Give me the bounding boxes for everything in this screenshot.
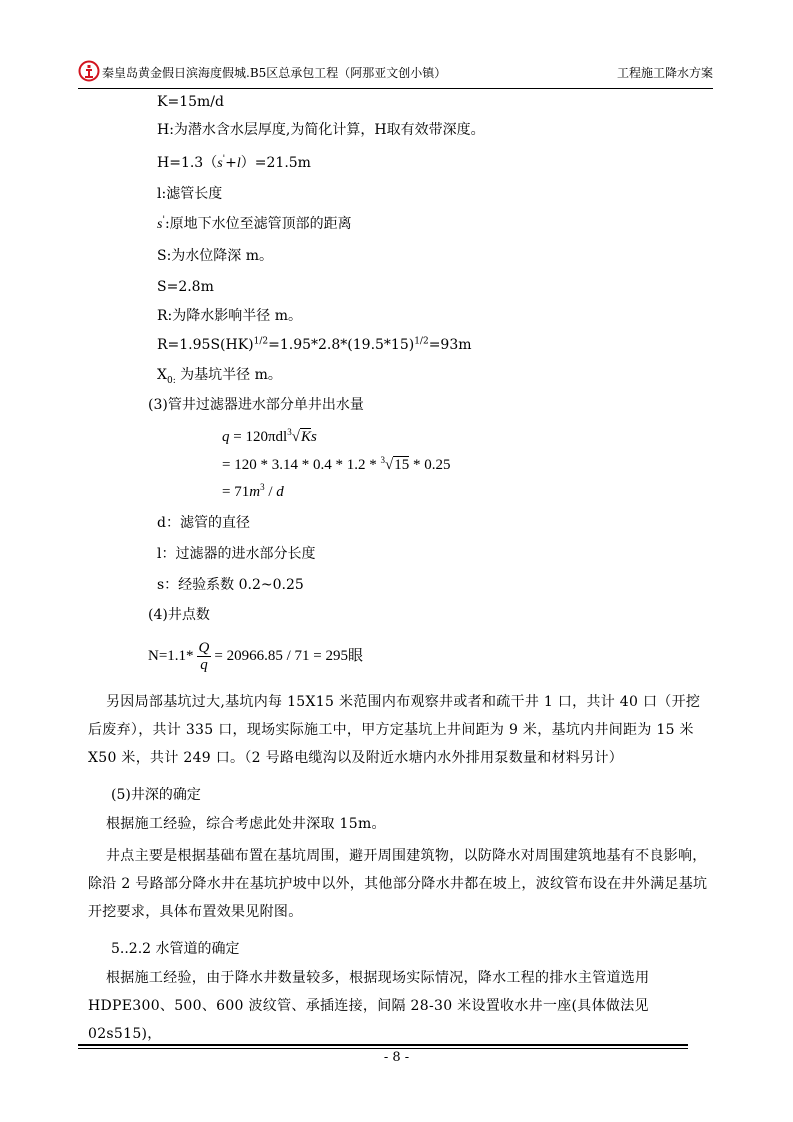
header-document-title: 工程施工降水方案 <box>616 66 713 80</box>
h-formula: H=1.3（s'+l）=21.5m <box>157 154 311 171</box>
paragraph-well-layout: 井点主要是根据基础布置在基坑周围，避开周围建筑物，以防降水对周围建筑地基有不良影响，除沿 2 号路部分降水井在基坑护坡中以外，其他部分降水井都在坡上，波纹管布设在井外满足基坑开挖要求，具体布置效果见附图。 <box>88 848 708 920</box>
section-522-title: 5..2.2 水管道的确定 <box>111 941 240 957</box>
section-4-title: (4)井点数 <box>148 607 210 623</box>
S-definition: S:为水位降深 m。 <box>157 248 274 264</box>
k-value-line: K=15m/d <box>157 94 224 110</box>
l-definition: l:滤管长度 <box>157 186 223 202</box>
R-definition: R:为降水影响半径 m。 <box>157 308 302 324</box>
S-value: S=2.8m <box>157 279 214 295</box>
x0-definition: $X_{0:}$ 为基坑半径 m。 <box>157 367 282 386</box>
yield-equation-line-2: = 120 * 3.14 * 0.4 * 1.2 * $^3$√15 * 0.25 <box>222 455 451 473</box>
section-5-title: (5)井深的确定 <box>111 787 201 803</box>
page-header <box>78 58 713 88</box>
page-number: - 8 - <box>383 1050 410 1065</box>
footer-divider-thin <box>78 1048 688 1049</box>
l2-definition: l：过滤器的进水部分长度 <box>157 546 316 562</box>
paragraph-well-depth: 根据施工经验，综合考虑此处井深取 15m。 <box>106 816 386 832</box>
header-divider <box>78 88 713 89</box>
section-3-title: (3)管井过滤器进水部分单井出水量 <box>148 397 364 413</box>
footer-divider <box>78 1044 688 1046</box>
q-ratio-fraction: $\frac{Q}{q}$ <box>198 640 210 674</box>
header-project-title: 秦皇岛黄金假日滨海度假城.B5区总承包工程（阿那亚文创小镇） <box>102 66 447 80</box>
yield-equation-line-1: q = 120πdl$^3$√Ks <box>222 427 317 445</box>
paragraph-observation-wells: 另因局部基坑过大,基坑内每 15X15 米范围内布观察井或者和疏干井 1 口，共计 40 口（开挖后废弃），共计 335 口，现场实际施工中，甲方定基坑上井间距为 9 米，基坑内井间距为 15 米 X50 米，共计 249 口。（2 号路电缆沟以及附近水塘内水外排用泵数量和材料另计） <box>88 694 701 766</box>
s2-definition: s：经验系数 0.2~0.25 <box>157 577 304 593</box>
R-formula: $R=1.95S(HK)^{1/2}=1.95*2.8*(19.5*15)^{1/2}=93m$ <box>157 336 472 353</box>
well-count-formula: N=1.1* $\frac{Q}{q}$ = 20966.85 / 71 = 295眼 <box>148 640 363 674</box>
paragraph-drain-pipes: 根据施工经验，由于降水井数量较多，根据现场实际情况，降水工程的排水主管道选用 HDPE300、500、600 波纹管、承插连接，间隔 28-30 米设置收水井一座(具体做法见 02s515)， <box>88 970 650 1042</box>
company-logo-icon <box>78 60 100 82</box>
s-prime-definition: s':原地下水位至滤管顶部的距离 <box>157 215 352 232</box>
h-definition: H:为潜水含水层厚度,为简化计算，H取有效带深度。 <box>157 122 485 138</box>
yield-equation-line-3: = $71m^3$ / d <box>222 482 284 500</box>
d-definition: d：滤管的直径 <box>157 515 250 531</box>
